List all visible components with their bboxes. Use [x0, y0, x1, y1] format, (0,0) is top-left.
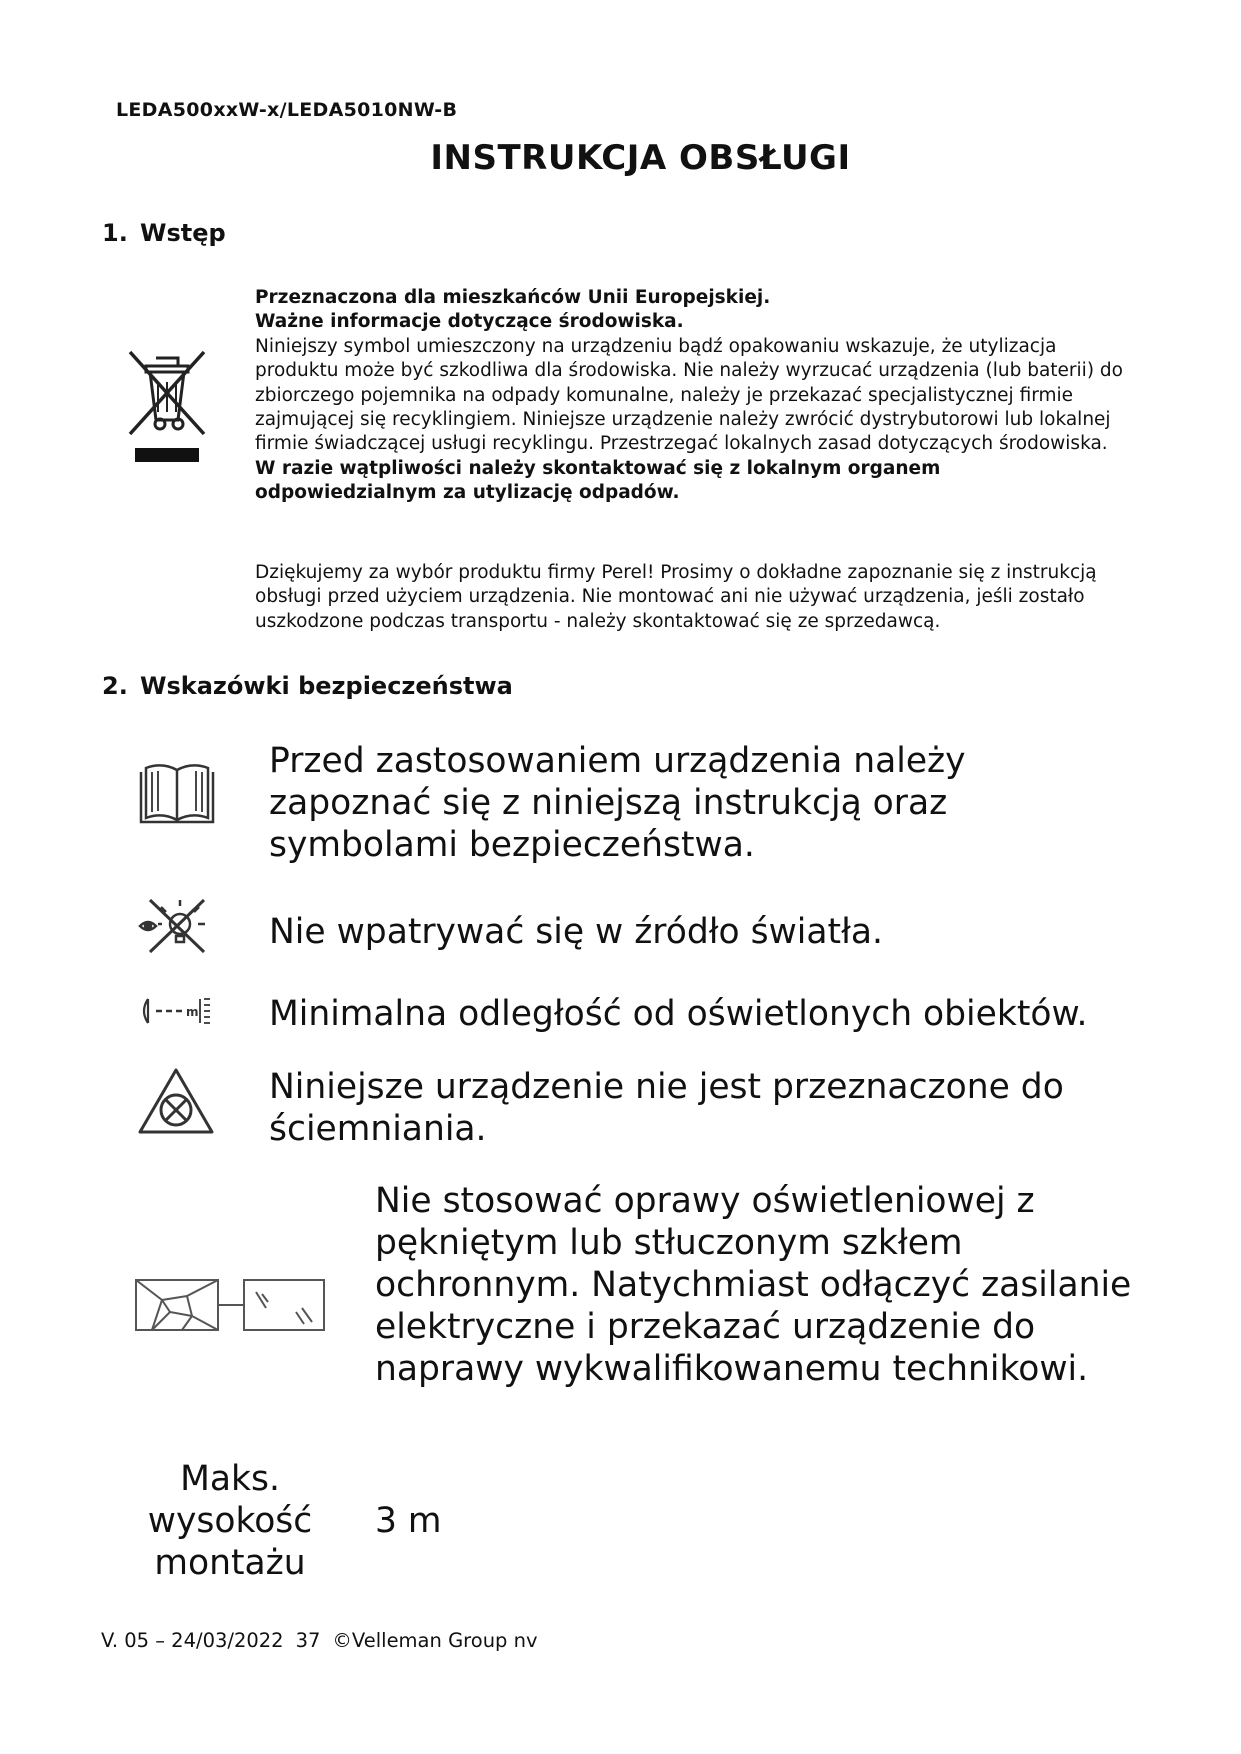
min-distance-unit: m	[186, 1005, 199, 1019]
weee-bold-line2: Ważne informacje dotyczące środowiska.	[255, 311, 684, 333]
min-distance-icon	[138, 995, 214, 1027]
manual-book-icon	[138, 762, 216, 826]
weee-body: Niniejszy symbol umieszczony na urządzeniu bądź opakowaniu wskazuje, że utylizacja produktu może być szkodliwa dla środowiska. Nie należy wyrzucać urządzenia (lub baterii) do zbiorczego pojemnika na odpady komunalne, należy je przekazać specjalistycznej firmie zajmującej się recyklingiem. Niniejsze urządzenie należy zwrócić dystrybutorowi lub lokalnej firmie świadczącej usługi recyklingu. Przestrzegać lokalnych zasad dotyczących środowiska.	[255, 335, 1123, 455]
max-height-label: Maks. wysokość montażu	[147, 1459, 313, 1583]
safety-text-no-dimming: Niniejsze urządzenie nie jest przeznaczone do ściemniania.	[269, 1067, 1064, 1149]
do-not-stare-light-icon	[136, 896, 212, 956]
model-number: LEDA500xxW-x/LEDA5010NW-B	[116, 99, 458, 121]
section-1-heading	[102, 219, 226, 247]
section-2-heading	[102, 672, 513, 700]
max-height-value: 3 m	[375, 1501, 442, 1541]
footer-page-number: 37	[295, 1629, 321, 1652]
broken-glass-icon	[132, 1272, 328, 1338]
weee-bold-tail: W razie wątpliwości należy skontaktować się z lokalnym organem odpowiedzialnym za utylizację odpadów.	[255, 457, 941, 504]
safety-text-read-manual: Przed zastosowaniem urządzenia należy zapoznać się z niniejszą instrukcją oraz symbolami bezpieczeństwa.	[269, 741, 966, 865]
footer	[101, 1629, 550, 1652]
section-2-title: Wskazówki bezpieczeństwa	[140, 672, 513, 700]
thanks-paragraph: Dziękujemy za wybór produktu firmy Perel! Prosimy o dokładne zapoznanie się z instrukcją obsługi przed użyciem urządzenia. Nie montować ani nie używać urządzenia, jeśli zostało uszkodzone podczas transportu - należy skontaktować się ze sprzedawcą.	[255, 562, 1097, 632]
safety-text-do-not-stare: Nie wpatrywać się w źródło światła.	[269, 912, 883, 952]
safety-text-min-distance: Minimalna odległość od oświetlonych obiektów.	[269, 994, 1088, 1034]
safety-text-broken-glass: Nie stosować oprawy oświetleniowej z pękniętym lub stłuczonym szkłem ochronnym. Natychmiast odłączyć zasilanie elektryczne i przekazać urządzenie do naprawy wykwalifikowanemu technikowi.	[375, 1181, 1132, 1389]
weee-bold-line1: Przeznaczona dla mieszkańców Unii Europejskiej.	[255, 287, 771, 308]
section-1-number: 1.	[102, 219, 128, 247]
weee-bin-icon	[126, 348, 208, 466]
footer-version: V. 05 – 24/03/2022	[101, 1629, 284, 1652]
section-1-title: Wstęp	[140, 219, 226, 247]
no-dimming-icon	[136, 1066, 216, 1138]
footer-copyright: ©Velleman Group nv	[332, 1629, 538, 1652]
weee-notice	[255, 286, 1125, 506]
section-2-number: 2.	[102, 672, 128, 700]
page-title: INSTRUKCJA OBSŁUGI	[430, 138, 851, 178]
